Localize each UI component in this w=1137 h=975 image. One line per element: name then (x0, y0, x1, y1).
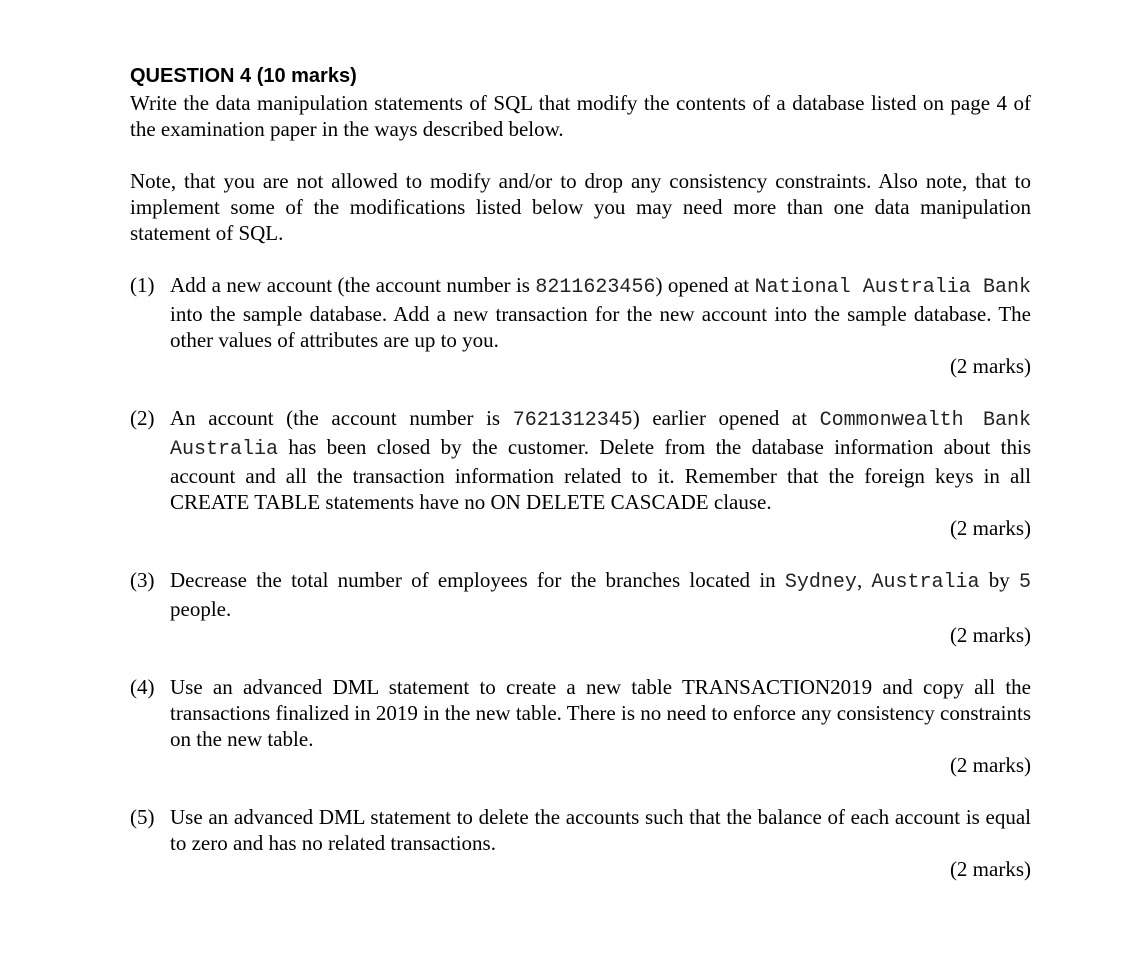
question-note: Note, that you are not allowed to modify and/or to drop any consistency constraints. Also note, that to implement some of the modifications listed below you may need more than one data manipulation statement of SQL. (130, 169, 1031, 245)
text-run: Decrease the total number of employees for the branches located in (170, 568, 785, 592)
task-text (170, 272, 1031, 353)
bank-name: Commonwealth Bank Australia (170, 409, 1031, 461)
task-marks: (2 marks) (949, 354, 1031, 378)
text-run: , (856, 568, 872, 592)
task-number: (1) (130, 273, 155, 297)
task-text: Use an advanced DML statement to create a new table TRANSACTION2019 and copy all the transactions finalized in 2019 in the new table. There is no need to enforce any consistency constraints on the new table. (170, 675, 1031, 751)
text-run: ) opened at (655, 273, 755, 297)
task-marks: (2 marks) (949, 753, 1031, 777)
task-number: (3) (130, 568, 155, 592)
text-run: Add a new account (the account number is (170, 273, 536, 297)
task-text (170, 405, 1031, 515)
text-run: has been closed by the customer. Delete from the database information about this account and all the transaction information related to it. Remember that the foreign keys in all CREATE TABLE statements have no ON DELETE CASCADE clause. (170, 435, 1031, 514)
account-number: 8211623456 (535, 276, 656, 299)
task-marks: (2 marks) (949, 857, 1031, 881)
task-item-3 (130, 567, 1031, 648)
text-run: ) earlier opened at (632, 406, 820, 430)
task-marks: (2 marks) (949, 623, 1031, 647)
question-title: QUESTION 4 (10 marks) (130, 65, 357, 87)
task-number: (2) (130, 406, 155, 430)
task-text (170, 567, 1031, 622)
task-number: (5) (130, 805, 155, 829)
task-item-4 (130, 674, 1031, 778)
task-item-5 (130, 804, 1031, 882)
exam-page (130, 62, 1031, 908)
task-item-1 (130, 272, 1031, 379)
text-run: people. (170, 597, 232, 621)
text-run: by (979, 568, 1019, 592)
account-number: 7621312345 (512, 409, 633, 432)
employee-count: 5 (1019, 571, 1032, 594)
bank-name: National Australia Bank (754, 276, 1032, 299)
task-marks: (2 marks) (949, 516, 1031, 540)
text-run: An account (the account number is (170, 406, 513, 430)
text-run: into the sample database. Add a new transaction for the new account into the sample database. The other values of attributes are up to you. (170, 302, 1031, 352)
task-text: Use an advanced DML statement to delete the accounts such that the balance of each account is equal to zero and has no related transactions. (170, 805, 1031, 855)
city-name: Sydney (784, 571, 857, 594)
task-item-2 (130, 405, 1031, 541)
task-number: (4) (130, 675, 155, 699)
country-name: Australia (871, 571, 980, 594)
question-intro: Write the data manipulation statements of SQL that modify the contents of a database listed on page 4 of the examination paper in the ways described below. (130, 91, 1031, 141)
